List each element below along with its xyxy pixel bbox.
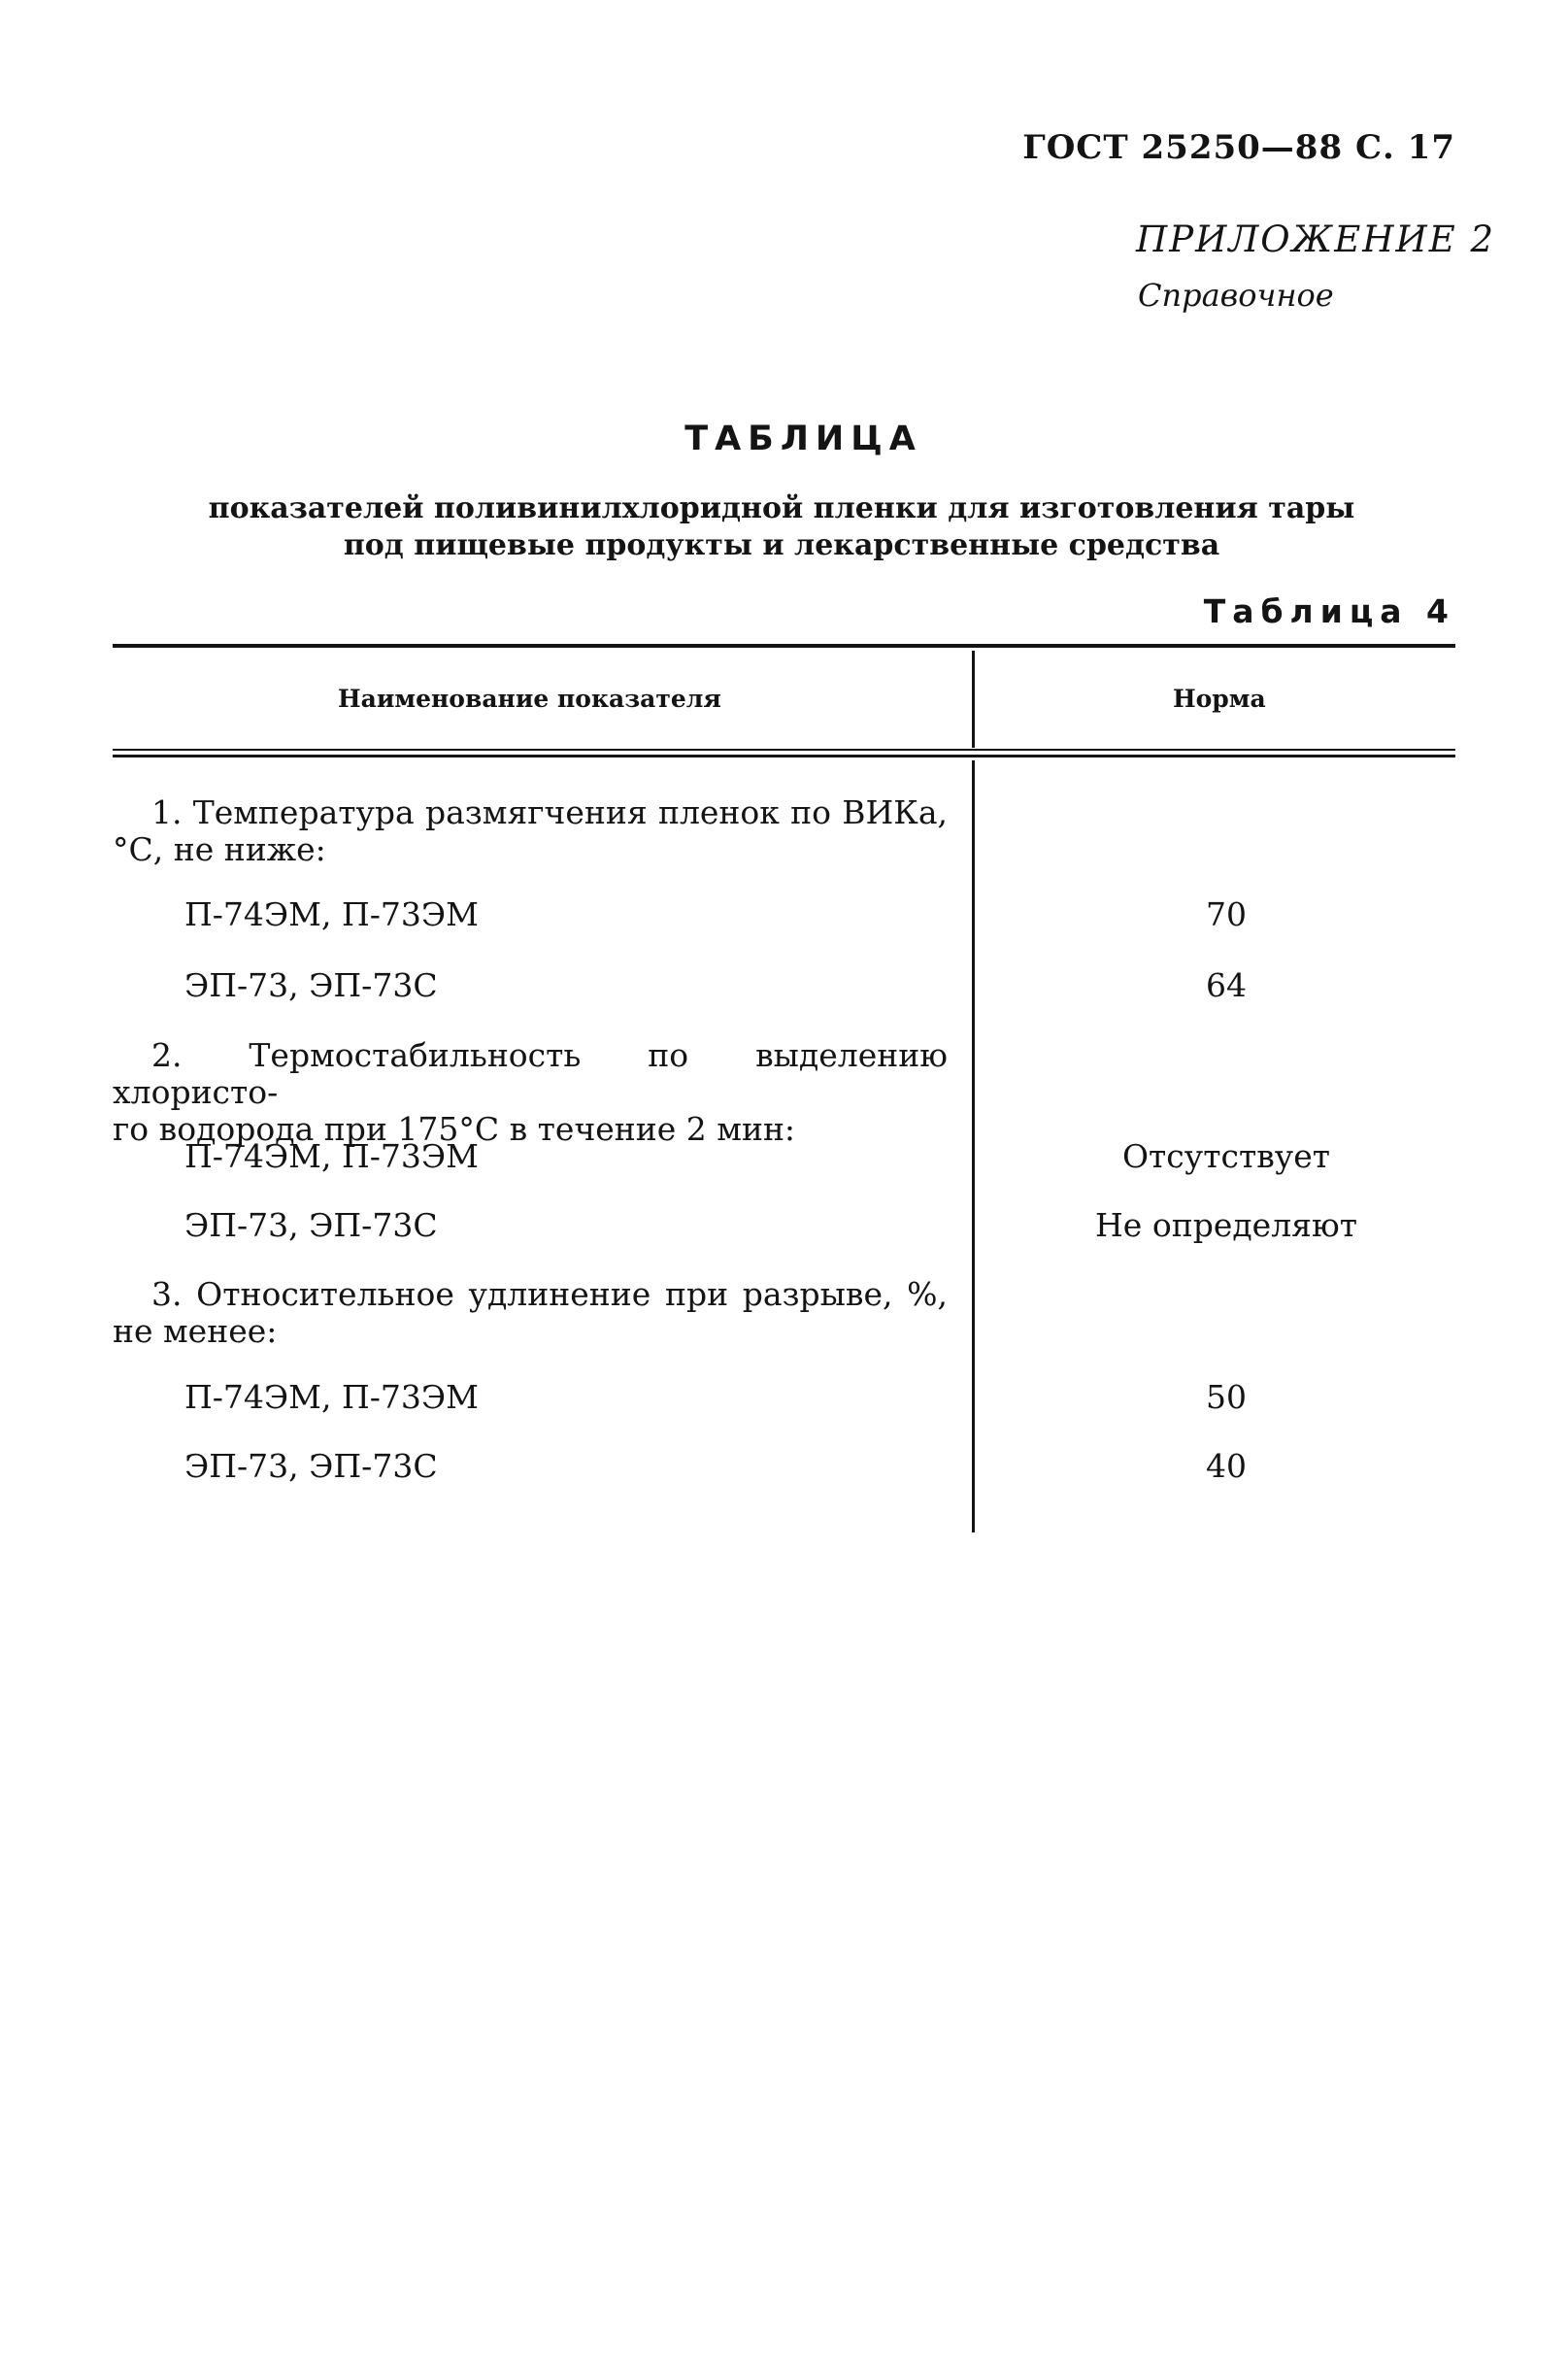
section-3-row-2-name: ЭП-73, ЭП-73С — [184, 1447, 438, 1485]
subtitle-line-1: показателей поливинилхлоридной пленки для изготовления тары — [208, 491, 1355, 525]
table-column-divider-header — [972, 651, 975, 748]
section-1-line-2: °С, не ниже: — [113, 830, 326, 868]
section-3-row-1-name: П-74ЭМ, П-73ЭМ — [184, 1378, 479, 1416]
appendix-type: Справочное — [1138, 277, 1334, 314]
section-1-row-1-name: П-74ЭМ, П-73ЭМ — [184, 895, 479, 933]
section-1-row-2-value: 64 — [1206, 966, 1247, 1004]
table-label: Таблица 4 — [1203, 592, 1455, 630]
table-top-rule — [113, 644, 1455, 648]
section-1-title — [113, 794, 948, 868]
document-title: ТАБЛИЦА — [684, 420, 922, 458]
column-header-indicator: Наименование показателя — [338, 685, 721, 713]
section-2-line-2: го водорода при 175°С в течение 2 мин: — [113, 1110, 796, 1148]
subtitle-line-2: под пищевые продукты и лекарственные средства — [343, 528, 1220, 562]
section-3-title — [113, 1276, 948, 1350]
section-2-line-1: 2. Термостабильность по выделению хлористо- — [113, 1036, 948, 1111]
section-3-line-1: 3. Относительное удлинение при разрыве, %, — [151, 1275, 948, 1313]
section-2-title — [113, 1037, 948, 1148]
section-2-row-2-value: Не определяют — [1095, 1206, 1357, 1244]
table-header-rule-upper — [113, 749, 1455, 751]
section-1-row-2-name: ЭП-73, ЭП-73С — [184, 966, 438, 1004]
section-2-row-2-name: ЭП-73, ЭП-73С — [184, 1206, 438, 1244]
section-2-row-1-name: П-74ЭМ, П-73ЭМ — [184, 1137, 479, 1175]
document-subtitle — [175, 490, 1388, 564]
column-header-norm: Норма — [1173, 685, 1266, 713]
section-1-line-1: 1. Температура размягчения пленок по ВИКа, — [151, 793, 948, 831]
section-1-row-1-value: 70 — [1206, 895, 1247, 933]
section-3-line-2: не менее: — [113, 1312, 278, 1350]
section-3-row-1-value: 50 — [1206, 1378, 1247, 1416]
section-2-row-1-value: Отсутствует — [1122, 1137, 1330, 1175]
page-header-doc-ref: ГОСТ 25250—88 С. 17 — [1022, 128, 1455, 167]
table-header-rule-lower — [113, 755, 1455, 757]
section-3-row-2-value: 40 — [1206, 1447, 1247, 1485]
appendix-title: ПРИЛОЖЕНИЕ 2 — [1136, 219, 1496, 260]
